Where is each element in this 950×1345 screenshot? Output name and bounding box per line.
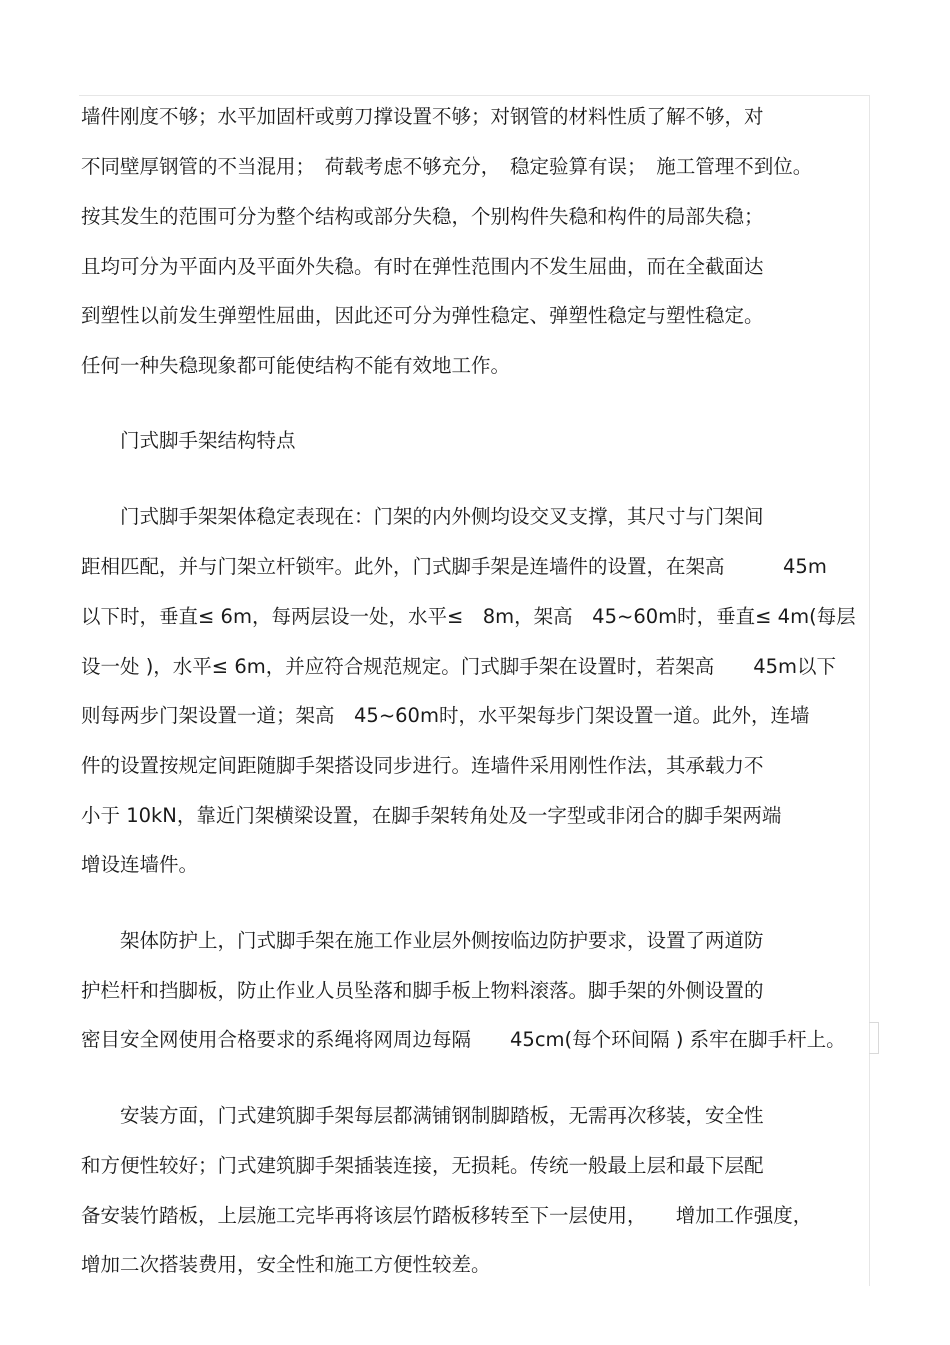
text-line: 增加二次搭装费用，安全性和施工方便性较差。 — [81, 1253, 491, 1276]
text-line: 且均可分为平面内及平面外失稳。有时在弹性范围内不发生屈曲，而在全截面达 — [81, 255, 764, 278]
text-line: 设一处 )，水平≤ 6m，并应符合规范规定。门式脚手架在设置时，若架高 45m以下 — [81, 655, 837, 678]
text-line: 以下时，垂直≤ 6m，每两层设一处，水平≤ 8m，架高 45~60m时，垂直≤ 4m(每层 — [81, 605, 856, 628]
text-line: 小于 10kN，靠近门架横梁设置，在脚手架转角处及一字型或非闭合的脚手架两端 — [81, 804, 782, 827]
text-line: 架体防护上，门式脚手架在施工作业层外侧按临边防护要求，设置了两道防 — [120, 929, 764, 952]
text-line: 件的设置按规定间距随脚手架搭设同步进行。连墙件采用刚性作法，其承载力不 — [81, 754, 764, 777]
text-line: 按其发生的范围可分为整个结构或部分失稳，个别构件失稳和构件的局部失稳； — [81, 205, 764, 228]
text-line: 墙件刚度不够；水平加固杆或剪刀撑设置不够；对钢管的材料性质了解不够，对 — [81, 105, 764, 128]
margin-marker — [869, 1022, 879, 1054]
text-line: 护栏杆和挡脚板，防止作业人员坠落和脚手板上物料滚落。脚手架的外侧设置的 — [81, 979, 764, 1002]
text-line: 不同壁厚钢管的不当混用； 荷载考虑不够充分， 稳定验算有误； 施工管理不到位。 — [81, 155, 813, 178]
text-line: 到塑性以前发生弹塑性屈曲，因此还可分为弹性稳定、弹塑性稳定与塑性稳定。 — [81, 304, 764, 327]
text-line: 密目安全网使用合格要求的系绳将网周边每隔 45cm(每个环间隔 ) 系牢在脚手杆上。 — [81, 1028, 846, 1051]
text-line: 安装方面，门式建筑脚手架每层都满铺钢制脚踏板，无需再次移装，安全性 — [120, 1104, 764, 1127]
section-heading: 门式脚手架结构特点 — [120, 429, 296, 452]
text-line: 增设连墙件。 — [81, 853, 199, 876]
text-line: 任何一种失稳现象都可能使结构不能有效地工作。 — [81, 354, 511, 377]
text-line: 则每两步门架设置一道；架高 45~60m时，水平架每步门架设置一道。此外，连墙 — [81, 704, 810, 727]
text-line: 和方便性较好；门式建筑脚手架插装连接，无损耗。传统一般最上层和最下层配 — [81, 1154, 764, 1177]
text-line: 距相匹配，并与门架立杆锁牢。此外，门式脚手架是连墙件的设置，在架高 45m — [81, 555, 827, 578]
text-line: 门式脚手架架体稳定表现在：门架的内外侧均设交叉支撑，其尺寸与门架间 — [120, 505, 764, 528]
text-line: 备安装竹踏板，上层施工完毕再将该层竹踏板移转至下一层使用， 增加工作强度， — [81, 1204, 813, 1227]
